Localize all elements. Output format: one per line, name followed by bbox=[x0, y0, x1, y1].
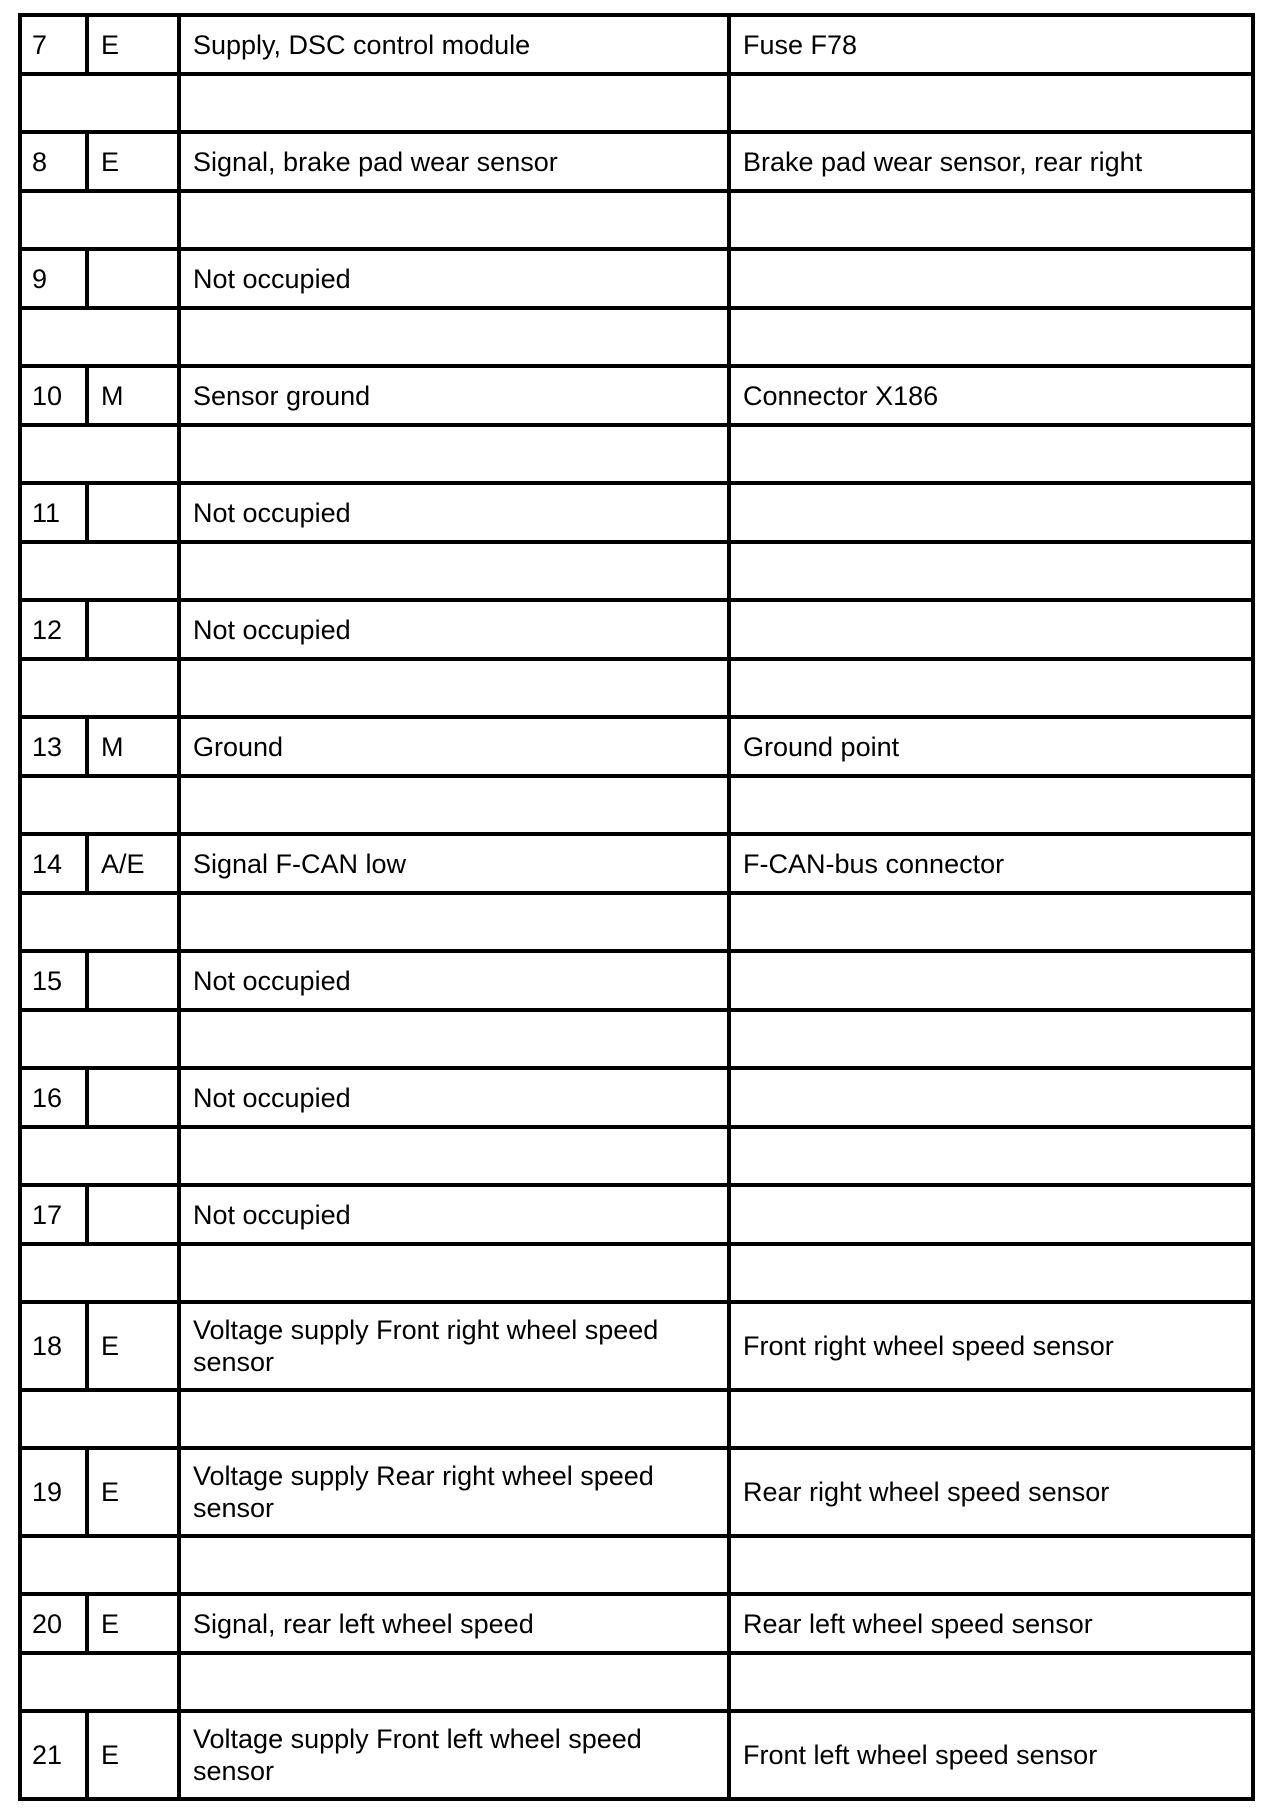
spacer-cell bbox=[729, 893, 1253, 951]
spacer-cell bbox=[729, 1244, 1253, 1302]
pin-connection: Front right wheel speed sensor bbox=[729, 1302, 1253, 1390]
pin-connection: Front left wheel speed sensor bbox=[729, 1711, 1253, 1799]
signal-type bbox=[87, 600, 179, 659]
spacer-cell bbox=[729, 308, 1253, 366]
pin-description: Not occupied bbox=[179, 951, 729, 1010]
spacer-cell bbox=[179, 1127, 729, 1185]
spacer-cell bbox=[20, 191, 179, 249]
pin-connection bbox=[729, 1068, 1253, 1127]
pin-connection bbox=[729, 249, 1253, 308]
spacer-cell bbox=[20, 1244, 179, 1302]
pin-number: 15 bbox=[20, 951, 87, 1010]
spacer-row bbox=[20, 1244, 1253, 1302]
pin-connection: Brake pad wear sensor, rear right bbox=[729, 132, 1253, 191]
pin-description: Voltage supply Rear right wheel speed sensor bbox=[179, 1448, 729, 1536]
pin-connection: Rear left wheel speed sensor bbox=[729, 1594, 1253, 1653]
spacer-cell bbox=[20, 74, 179, 132]
pin-description: Sensor ground bbox=[179, 366, 729, 425]
spacer-cell bbox=[729, 1010, 1253, 1068]
signal-type bbox=[87, 249, 179, 308]
spacer-cell bbox=[179, 1244, 729, 1302]
pin-connection: Fuse F78 bbox=[729, 15, 1253, 74]
pin-row bbox=[20, 1594, 1253, 1653]
spacer-cell bbox=[729, 74, 1253, 132]
spacer-cell bbox=[729, 425, 1253, 483]
pin-connection bbox=[729, 951, 1253, 1010]
spacer-cell bbox=[20, 1010, 179, 1068]
spacer-cell bbox=[179, 893, 729, 951]
signal-type bbox=[87, 951, 179, 1010]
pin-connection bbox=[729, 1185, 1253, 1244]
pin-description: Not occupied bbox=[179, 249, 729, 308]
signal-type: M bbox=[87, 366, 179, 425]
pin-description: Not occupied bbox=[179, 1068, 729, 1127]
pin-row bbox=[20, 1302, 1253, 1390]
spacer-cell bbox=[179, 1390, 729, 1448]
pin-description: Not occupied bbox=[179, 483, 729, 542]
spacer-cell bbox=[179, 1653, 729, 1711]
pin-number: 21 bbox=[20, 1711, 87, 1799]
spacer-cell bbox=[729, 1127, 1253, 1185]
pin-row bbox=[20, 483, 1253, 542]
signal-type: E bbox=[87, 1448, 179, 1536]
pin-description: Ground bbox=[179, 717, 729, 776]
pin-number: 16 bbox=[20, 1068, 87, 1127]
spacer-cell bbox=[729, 1653, 1253, 1711]
spacer-cell bbox=[20, 308, 179, 366]
spacer-cell bbox=[179, 542, 729, 600]
spacer-cell bbox=[179, 308, 729, 366]
spacer-row bbox=[20, 659, 1253, 717]
pin-number: 18 bbox=[20, 1302, 87, 1390]
pin-description: Not occupied bbox=[179, 1185, 729, 1244]
pin-number: 10 bbox=[20, 366, 87, 425]
pin-description: Voltage supply Front right wheel speed sensor bbox=[179, 1302, 729, 1390]
spacer-row bbox=[20, 1653, 1253, 1711]
signal-type: A/E bbox=[87, 834, 179, 893]
spacer-cell bbox=[20, 893, 179, 951]
spacer-cell bbox=[20, 542, 179, 600]
signal-type: E bbox=[87, 1302, 179, 1390]
pin-number: 19 bbox=[20, 1448, 87, 1536]
pin-row bbox=[20, 951, 1253, 1010]
spacer-cell bbox=[729, 776, 1253, 834]
spacer-row bbox=[20, 1127, 1253, 1185]
signal-type bbox=[87, 483, 179, 542]
spacer-row bbox=[20, 542, 1253, 600]
pin-connection bbox=[729, 600, 1253, 659]
pin-row bbox=[20, 15, 1253, 74]
spacer-cell bbox=[729, 1390, 1253, 1448]
spacer-row bbox=[20, 776, 1253, 834]
pin-row bbox=[20, 1185, 1253, 1244]
spacer-cell bbox=[179, 191, 729, 249]
signal-type: E bbox=[87, 132, 179, 191]
pin-assignment-table bbox=[18, 13, 1255, 1801]
pin-number: 8 bbox=[20, 132, 87, 191]
pin-number: 14 bbox=[20, 834, 87, 893]
spacer-cell bbox=[20, 659, 179, 717]
spacer-row bbox=[20, 191, 1253, 249]
spacer-cell bbox=[20, 776, 179, 834]
pin-row bbox=[20, 717, 1253, 776]
pin-description: Signal F-CAN low bbox=[179, 834, 729, 893]
spacer-row bbox=[20, 1390, 1253, 1448]
pin-row bbox=[20, 366, 1253, 425]
spacer-row bbox=[20, 1536, 1253, 1594]
pin-row bbox=[20, 1711, 1253, 1799]
pin-connection: Rear right wheel speed sensor bbox=[729, 1448, 1253, 1536]
spacer-cell bbox=[20, 1536, 179, 1594]
pin-connection bbox=[729, 483, 1253, 542]
pin-description: Signal, rear left wheel speed bbox=[179, 1594, 729, 1653]
pin-table-body bbox=[20, 15, 1253, 1799]
spacer-row bbox=[20, 425, 1253, 483]
signal-type bbox=[87, 1185, 179, 1244]
pin-row bbox=[20, 132, 1253, 191]
pin-row bbox=[20, 1448, 1253, 1536]
spacer-cell bbox=[20, 1127, 179, 1185]
pin-row bbox=[20, 600, 1253, 659]
pin-number: 20 bbox=[20, 1594, 87, 1653]
pin-number: 12 bbox=[20, 600, 87, 659]
signal-type: E bbox=[87, 15, 179, 74]
pin-number: 13 bbox=[20, 717, 87, 776]
signal-type: E bbox=[87, 1711, 179, 1799]
pin-connection: Connector X186 bbox=[729, 366, 1253, 425]
pin-description: Not occupied bbox=[179, 600, 729, 659]
pin-description: Supply, DSC control module bbox=[179, 15, 729, 74]
pin-connection: Ground point bbox=[729, 717, 1253, 776]
pin-number: 7 bbox=[20, 15, 87, 74]
spacer-cell bbox=[20, 425, 179, 483]
spacer-cell bbox=[179, 1010, 729, 1068]
pin-row bbox=[20, 834, 1253, 893]
spacer-row bbox=[20, 893, 1253, 951]
spacer-cell bbox=[20, 1653, 179, 1711]
pin-number: 11 bbox=[20, 483, 87, 542]
spacer-row bbox=[20, 1010, 1253, 1068]
spacer-cell bbox=[20, 1390, 179, 1448]
signal-type: M bbox=[87, 717, 179, 776]
spacer-cell bbox=[729, 1536, 1253, 1594]
spacer-row bbox=[20, 308, 1253, 366]
spacer-cell bbox=[179, 425, 729, 483]
spacer-cell bbox=[179, 659, 729, 717]
pin-number: 17 bbox=[20, 1185, 87, 1244]
pin-row bbox=[20, 1068, 1253, 1127]
pin-connection: F-CAN-bus connector bbox=[729, 834, 1253, 893]
signal-type bbox=[87, 1068, 179, 1127]
pin-row bbox=[20, 249, 1253, 308]
spacer-cell bbox=[729, 542, 1253, 600]
pin-description: Signal, brake pad wear sensor bbox=[179, 132, 729, 191]
pin-description: Voltage supply Front left wheel speed sensor bbox=[179, 1711, 729, 1799]
signal-type: E bbox=[87, 1594, 179, 1653]
spacer-row bbox=[20, 74, 1253, 132]
spacer-cell bbox=[179, 1536, 729, 1594]
spacer-cell bbox=[729, 191, 1253, 249]
spacer-cell bbox=[729, 659, 1253, 717]
spacer-cell bbox=[179, 74, 729, 132]
pin-number: 9 bbox=[20, 249, 87, 308]
spacer-cell bbox=[179, 776, 729, 834]
